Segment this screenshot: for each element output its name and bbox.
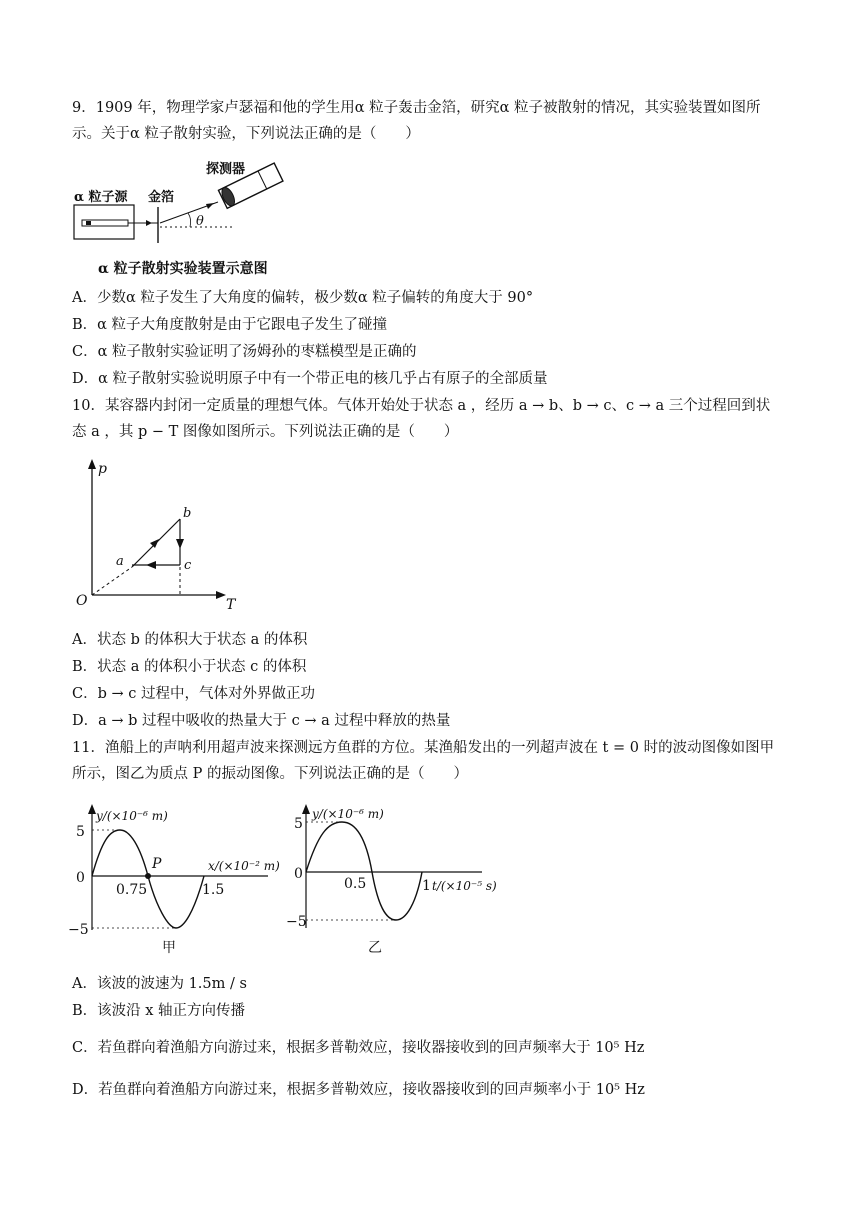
q11-option-d: D．若鱼群向着渔船方向游过来，根据多普勒效应，接收器接收到的回声频率小于 10⁵ Hz (72, 1082, 645, 1098)
foil-label: 金箔 (148, 190, 175, 205)
jia-tick-y-zero: 0 (76, 870, 85, 886)
source-label: α 粒子源 (74, 190, 128, 205)
p-axis-arrow (88, 459, 96, 469)
axis-label-T: T (226, 597, 236, 613)
jia-point-label: P (152, 856, 162, 872)
q11-vibration-graph-yi (282, 800, 512, 960)
arrow-a-b (150, 539, 159, 548)
detector-label: 探测器 (206, 162, 246, 177)
source-dot (86, 221, 91, 225)
yi-caption: 乙 (368, 940, 382, 956)
arrow-c-a (146, 561, 156, 569)
jia-y-axis-arrow (88, 804, 96, 814)
q10-stem-line2: 态 a ，其 p − T 图像如图所示。下列说法正确的是（ ） (72, 424, 459, 440)
q10-option-d: D．a → b 过程中吸收的热量大于 c → a 过程中释放的热量 (72, 713, 451, 729)
yi-tick-x-2: 1 (422, 878, 431, 894)
yi-y-axis-arrow (302, 804, 310, 814)
q11-option-c: C．若鱼群向着渔船方向游过来，根据多普勒效应，接收器接收到的回声频率大于 10⁵ Hz (72, 1040, 645, 1056)
yi-tick-y-top: 5 (294, 816, 303, 832)
jia-x-label: x/(×10⁻² m) (208, 859, 280, 873)
q9-stem-line1: 9．1909 年，物理学家卢瑟福和他的学生用α 粒子轰击金箔，研究α 粒子被散射的情况，其实验装置如图所 (72, 100, 761, 116)
q11-stem-line2: 所示，图乙为质点 P 的振动图像。下列说法正确的是（ ） (72, 766, 468, 782)
angle-label: θ (196, 214, 204, 229)
q11-option-a: A．该波的波速为 1.5m / s (72, 976, 247, 992)
yi-wave-curve (306, 822, 422, 920)
q11-option-b: B．该波沿 x 轴正方向传播 (72, 1003, 246, 1019)
point-P (145, 873, 151, 879)
point-b-label: b (183, 506, 192, 521)
yi-tick-y-zero: 0 (294, 866, 303, 882)
angle-arc (188, 213, 191, 227)
q10-option-b: B．状态 a 的体积小于状态 c 的体积 (72, 659, 307, 675)
yi-tick-y-bottom: −5 (286, 914, 307, 930)
q11-wave-graph-jia (68, 800, 288, 960)
scattered-arrow (206, 203, 214, 209)
q10-pT-graph (70, 455, 255, 615)
q9-option-a: A．少数α 粒子发生了大角度的偏转，极少数α 粒子偏转的角度大于 90° (72, 290, 534, 306)
q10-option-c: C．b → c 过程中，气体对外界做正功 (72, 686, 315, 702)
jia-tick-y-bottom: −5 (68, 922, 89, 938)
q9-option-c: C．α 粒子散射实验证明了汤姆孙的枣糕模型是正确的 (72, 344, 417, 360)
yi-tick-x-1: 0.5 (344, 876, 367, 892)
yi-y-label: y/(×10⁻⁶ m) (312, 807, 384, 821)
jia-tick-y-top: 5 (76, 824, 85, 840)
point-c-label: c (184, 558, 192, 573)
T-axis-arrow (216, 591, 226, 599)
q9-option-d: D．α 粒子散射实验说明原子中有一个带正电的核几乎占有原子的全部质量 (72, 371, 548, 387)
q10-option-a: A．状态 b 的体积大于状态 a 的体积 (72, 632, 308, 648)
q9-option-b: B．α 粒子大角度散射是由于它跟电子发生了碰撞 (72, 317, 388, 333)
beam-arrow (146, 220, 152, 226)
axis-label-p: p (98, 461, 107, 477)
jia-caption: 甲 (162, 940, 176, 956)
origin-label: O (76, 593, 88, 609)
jia-tick-x-1: 0.75 (116, 882, 148, 898)
yi-x-label: t/(×10⁻⁵ s) (432, 879, 497, 893)
q10-stem-line1: 10．某容器内封闭一定质量的理想气体。气体开始处于状态 a ，经历 a → b、b → c、c → a 三个过程回到状 (72, 398, 771, 414)
alpha-source-box (74, 205, 134, 239)
q9-figure-caption: α 粒子散射实验装置示意图 (98, 261, 268, 277)
point-a-label: a (116, 554, 124, 569)
origin-to-a-dashed (92, 567, 132, 595)
jia-tick-x-2: 1.5 (202, 882, 225, 898)
arrow-b-c (176, 539, 184, 549)
q11-stem-line1: 11．渔船上的声呐利用超声波来探测远方鱼群的方位。某渔船发出的一列超声波在 t = 0 时的波动图像如图甲 (72, 740, 775, 756)
jia-y-label: y/(×10⁻⁶ m) (96, 809, 168, 823)
q9-stem-line2: 示。关于α 粒子散射实验，下列说法正确的是（ ） (72, 126, 420, 142)
q9-apparatus-figure (68, 155, 308, 255)
